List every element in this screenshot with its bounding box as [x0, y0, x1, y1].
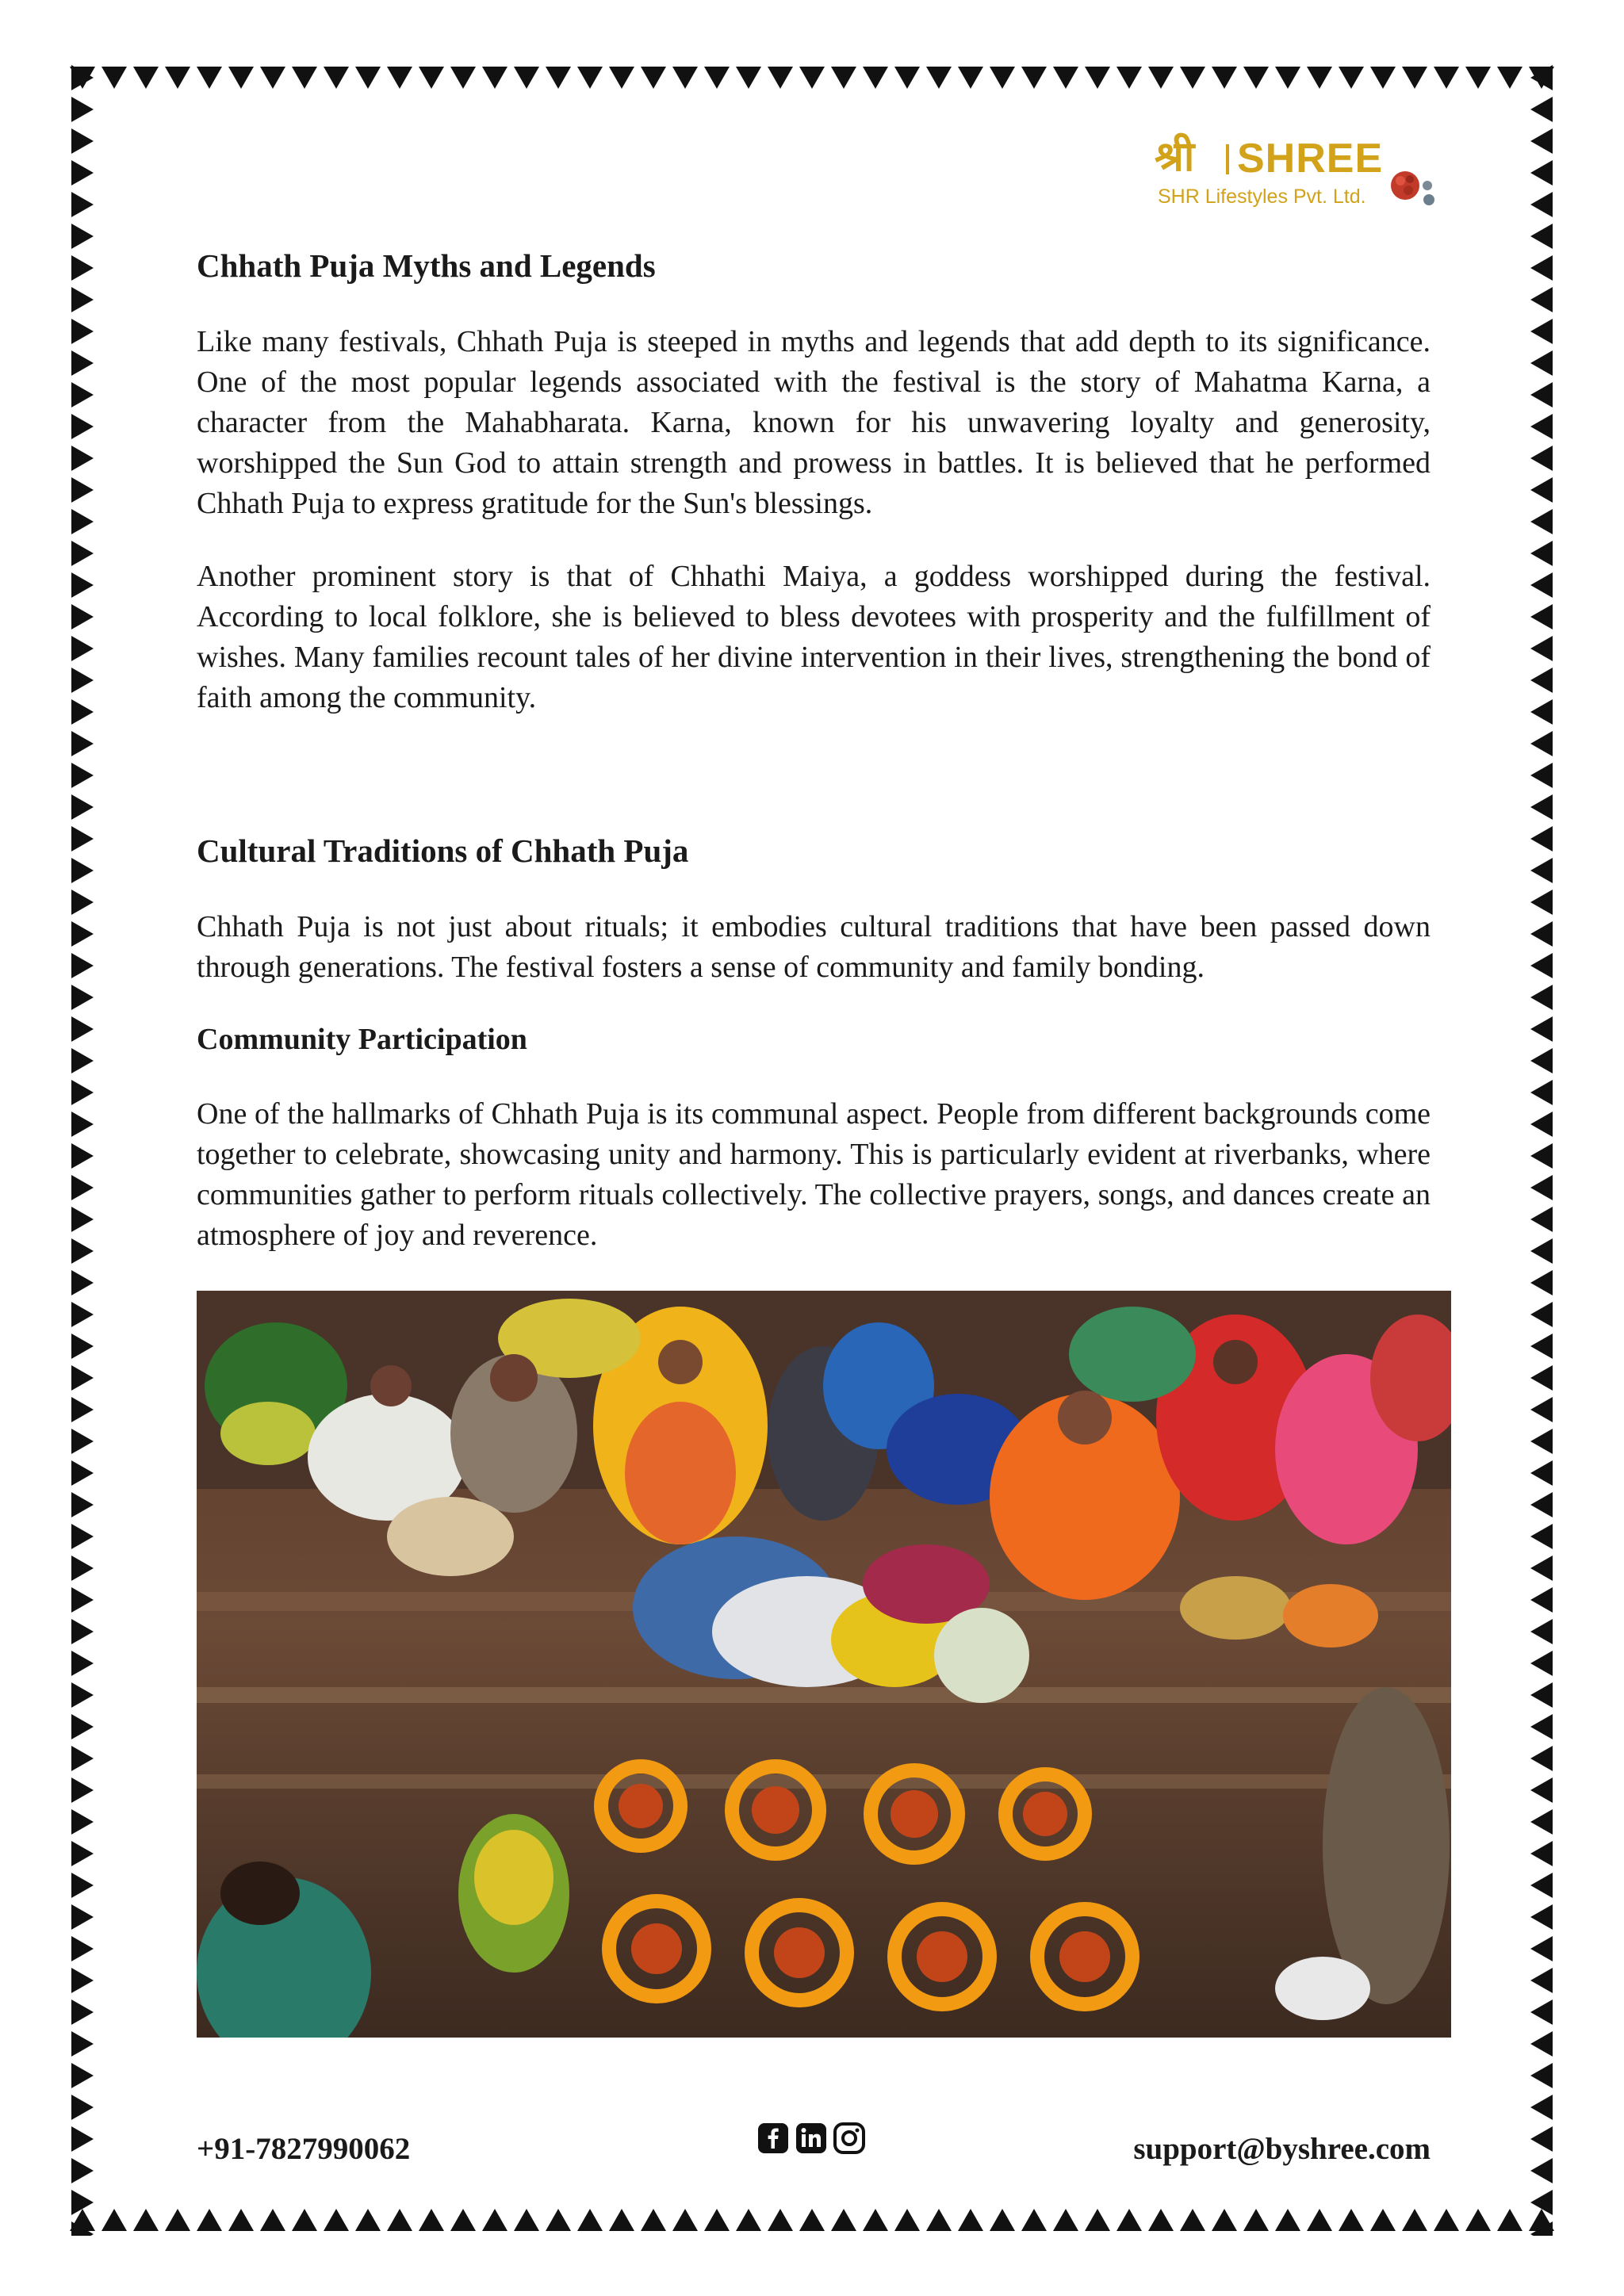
community-paragraph: One of the hallmarks of Chhath Puja is its communal aspect. People from different backgrounds come together to celebrate, showcasing unity and harmony. This is particularly evident at riverbanks, where communities gather to perform rituals collectively. The collective prayers, songs, and dances create an atmosphere of joy and reverence.	[197, 1097, 1431, 1252]
facebook-icon[interactable]	[756, 2122, 790, 2155]
article-content	[197, 246, 1431, 1256]
myths-paragraph-1: Like many festivals, Chhath Puja is steeped in myths and legends that add depth to its significance. One of the most popular legends associated with the festival is the story of Mahatma Karna, a character from the Mahabharata. Karna, known for his unwavering loyalty and generosity, worshipped the Sun God to attain strength and prowess in battles. It is believed that he performed Chhath Puja to express gratitude for the Sun's blessings.	[197, 325, 1431, 520]
border-bottom	[67, 2204, 1557, 2236]
logo-separator	[1226, 144, 1229, 174]
linkedin-icon[interactable]	[795, 2122, 828, 2155]
traditions-paragraph-1: Chhath Puja is not just about rituals; it embodies cultural traditions that have been passed down through generations. The festival fosters a sense of community and family bonding.	[197, 910, 1431, 984]
instagram-icon[interactable]	[833, 2122, 866, 2155]
social-links	[756, 2122, 866, 2158]
border-top	[67, 62, 1557, 94]
flower-icon	[1386, 165, 1440, 212]
border-right	[1526, 62, 1557, 2236]
border-left	[67, 62, 98, 2236]
footer-phone[interactable]: +91-7827990062	[197, 2132, 411, 2166]
subheading-community: Community Participation	[197, 1023, 527, 1056]
myths-paragraph-2: Another prominent story is that of Chhathi Maiya, a goddess worshipped during the festival. According to local folklore, she is believed to bless devotees with prosperity and the fulfillment of wishes. Many families recount tales of her divine intervention in their lives, strengthening the bond of faith among the community.	[197, 560, 1431, 714]
logo-subtitle: SHR Lifestyles Pvt. Ltd.	[1158, 186, 1366, 208]
footer-email[interactable]: support@byshree.com	[1133, 2132, 1431, 2166]
festival-crowd-photo	[197, 1291, 1451, 2038]
section-heading-traditions: Cultural Traditions of Chhath Puja	[197, 832, 689, 869]
logo-hindi-text: श्री	[1155, 133, 1195, 181]
logo-brand-text: SHREE	[1237, 136, 1384, 182]
brand-logo[interactable]	[1155, 133, 1440, 222]
section-heading-myths: Chhath Puja Myths and Legends	[197, 247, 656, 284]
